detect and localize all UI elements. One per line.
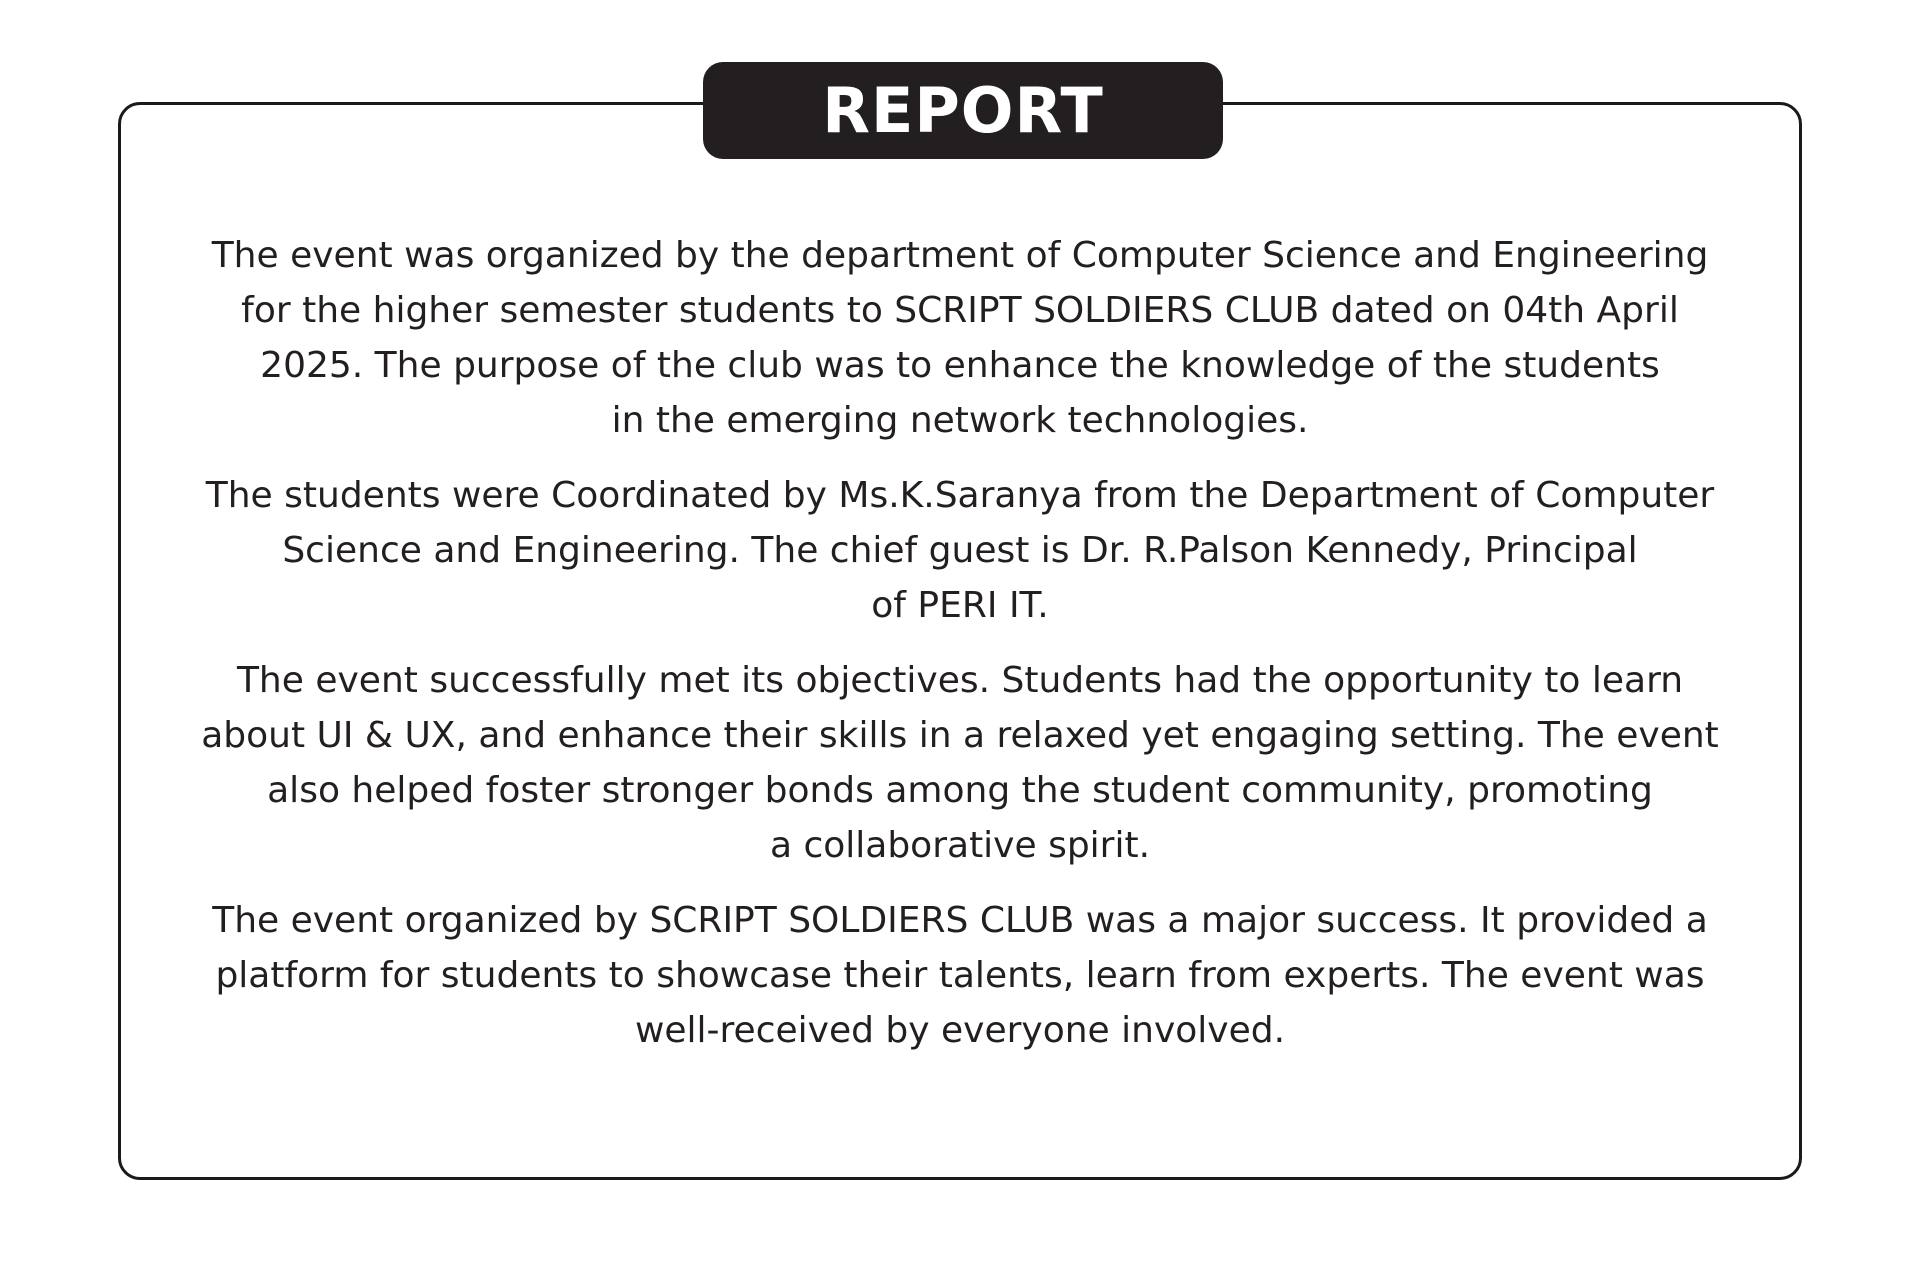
paragraph-line: for the higher semester students to SCRIPT SOLDIERS CLUB dated on 04th April — [241, 290, 1679, 331]
paragraph-line: well-received by everyone involved. — [634, 1010, 1286, 1051]
report-title: REPORT — [703, 62, 1223, 159]
paragraph-line: Science and Engineering. The chief guest is Dr. R.Palson Kennedy, Principal — [282, 530, 1638, 571]
paragraph-line: also helped foster stronger bonds among the student community, promoting — [267, 770, 1653, 811]
paragraph-line: 2025. The purpose of the club was to enhance the knowledge of the students — [260, 345, 1660, 386]
report-body — [150, 228, 1770, 1078]
paragraph-coordination — [150, 468, 1770, 633]
paragraph-line: The event organized by SCRIPT SOLDIERS CLUB was a major success. It provided a — [212, 900, 1708, 941]
paragraph-conclusion — [150, 893, 1770, 1058]
paragraph-objectives — [150, 653, 1770, 873]
paragraph-line: The event successfully met its objectives. Students had the opportunity to learn — [236, 660, 1684, 701]
paragraph-line: a collaborative spirit. — [769, 825, 1151, 866]
paragraph-event-organization — [150, 228, 1770, 448]
paragraph-line: of PERI IT. — [871, 585, 1049, 626]
paragraph-line: The event was organized by the department of Computer Science and Engineering — [211, 235, 1709, 276]
paragraph-line: about UI & UX, and enhance their skills in a relaxed yet engaging setting. The event — [201, 715, 1719, 756]
paragraph-line: platform for students to showcase their talents, learn from experts. The event was — [215, 955, 1705, 996]
paragraph-line: in the emerging network technologies. — [611, 400, 1309, 441]
paragraph-line: The students were Coordinated by Ms.K.Saranya from the Department of Computer — [205, 475, 1715, 516]
